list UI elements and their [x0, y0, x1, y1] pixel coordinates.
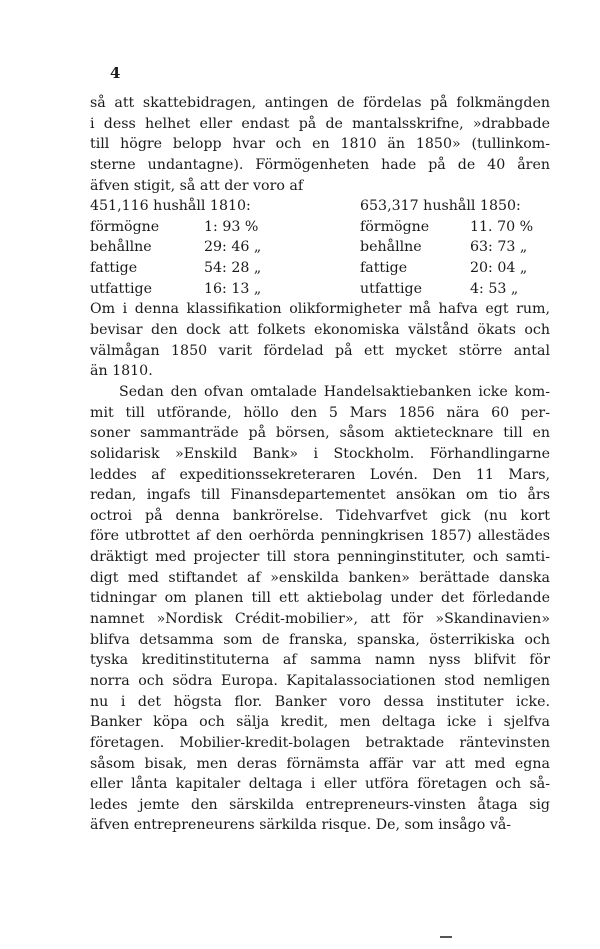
- text-line: octroi på denna bankrörelse. Tidehvarfvet gick (nu kort: [90, 507, 550, 524]
- text-line: norra och södra Europa. Kapitalassociationen stod nemligen: [90, 672, 550, 689]
- table-cell: 11. 70 %: [470, 218, 534, 235]
- text-line: såsom bisak, men deras förnämsta affär var att med egna: [90, 755, 550, 772]
- text-line: dräktigt med projecter till stora penninginstituter, och samti-: [90, 549, 550, 566]
- text-line: namnet »Nordisk Crédit-mobilier», att för »Skandinavien»: [90, 611, 550, 628]
- table-cell: 20: 04 „: [470, 260, 528, 277]
- table-row: [90, 237, 550, 258]
- table-cell: förmögne: [360, 218, 430, 235]
- table-cell: fattige: [360, 260, 408, 277]
- paragraph-3: [90, 382, 550, 836]
- text-line: bevisar den dock att folkets ekonomiska välstånd ökats och: [90, 322, 550, 339]
- page-number: 4: [110, 64, 121, 82]
- text-line: blifva detsamma som de franska, spanska, österrikiska och: [90, 631, 550, 648]
- text-line: mit till utförande, höllo den 5 Mars 1856 nära 60 per-: [90, 404, 550, 421]
- text-line: Om i denna klassifikation olikformigheter må hafva egt rum,: [90, 301, 550, 318]
- text-line: tyska kreditinstituterna af samma namn nyss blifvit för: [90, 652, 550, 669]
- table-cell: förmögne: [90, 218, 160, 235]
- text-line: företagen. Mobilier-kredit-bolagen betraktade räntevinsten: [90, 734, 550, 751]
- text-line: solidarisk »Enskild Bank» i Stockholm. Förhandlingarne: [90, 445, 550, 462]
- table-cell: 29: 46 „: [204, 239, 262, 256]
- table-cell: behållne: [90, 239, 152, 256]
- text-line: välmågan 1850 varit fördelad på ett mycket större antal: [90, 342, 550, 359]
- text-line: nu i det högsta flor. Banker voro dessa instituter icke.: [90, 693, 550, 710]
- text-line: till högre belopp hvar och en 1810 än 1850» (tullinkom-: [90, 136, 550, 153]
- text-line: digt med stiftandet af »enskilda banken» berättade danska: [90, 569, 550, 586]
- table-cell: utfattige: [90, 280, 152, 297]
- table-cell: 16: 13 „: [204, 280, 262, 297]
- text-line: redan, ingafs till Finansdepartementet ansökan om tio års: [90, 487, 550, 504]
- text-line: i dess helhet eller endast på de mantalsskrifne, »drabbade: [90, 115, 550, 132]
- text-line: soner sammanträde på börsen, såsom aktietecknare till en: [90, 425, 550, 442]
- paragraph-1: [90, 93, 550, 196]
- table-cell: 63: 73 „: [470, 239, 528, 256]
- text-line: leddes af expeditionssekreteraren Lovén. Den 11 Mars,: [90, 466, 550, 483]
- paragraph-2: [90, 299, 550, 382]
- text-line: tidningar om planen till ett aktiebolag under det förledande: [90, 590, 550, 607]
- text-line: äfven stigit, så att der voro af: [90, 177, 304, 194]
- table-row: [90, 217, 550, 238]
- table-row: [90, 258, 550, 279]
- text-line: före utbrottet af den oerhörda penningkrisen 1857) allestädes: [90, 528, 550, 545]
- table-cell: 54: 28 „: [204, 260, 262, 277]
- table-cell: 1: 93 %: [204, 218, 259, 235]
- table-cell: utfattige: [360, 280, 422, 297]
- text-line: Sedan den ofvan omtalade Handelsaktiebanken icke kom-: [119, 383, 550, 400]
- text-line: eller lånta kapitaler deltaga i eller utföra företagen och så-: [90, 776, 550, 793]
- body-text: [90, 93, 550, 836]
- text-line: äfven entrepreneurens särkilda risque. De, som insågo vå-: [90, 817, 512, 834]
- text-line: så att skattebidragen, antingen de fördelas på folkmängden: [90, 95, 550, 111]
- table-cell: fattige: [90, 260, 138, 277]
- text-line: Banker köpa och sälja kredit, men deltaga icke i sjelfva: [90, 714, 550, 731]
- table-row: [90, 196, 550, 217]
- table-cell: 4: 53 „: [470, 280, 519, 297]
- table-cell: 653,317 hushåll 1850:: [360, 198, 521, 215]
- text-line: sterne undantagne). Förmögenheten hade på de 40 åren: [90, 156, 550, 173]
- table-cell: behållne: [360, 239, 422, 256]
- text-line: än 1810.: [90, 363, 153, 380]
- table-row: [90, 279, 550, 300]
- household-table: [90, 196, 550, 299]
- page-dash-mark: [440, 936, 452, 938]
- table-cell: 451,116 hushåll 1810:: [90, 198, 251, 215]
- text-line: ledes jemte den särskilda entrepreneurs-vinsten åtaga sig: [90, 796, 550, 813]
